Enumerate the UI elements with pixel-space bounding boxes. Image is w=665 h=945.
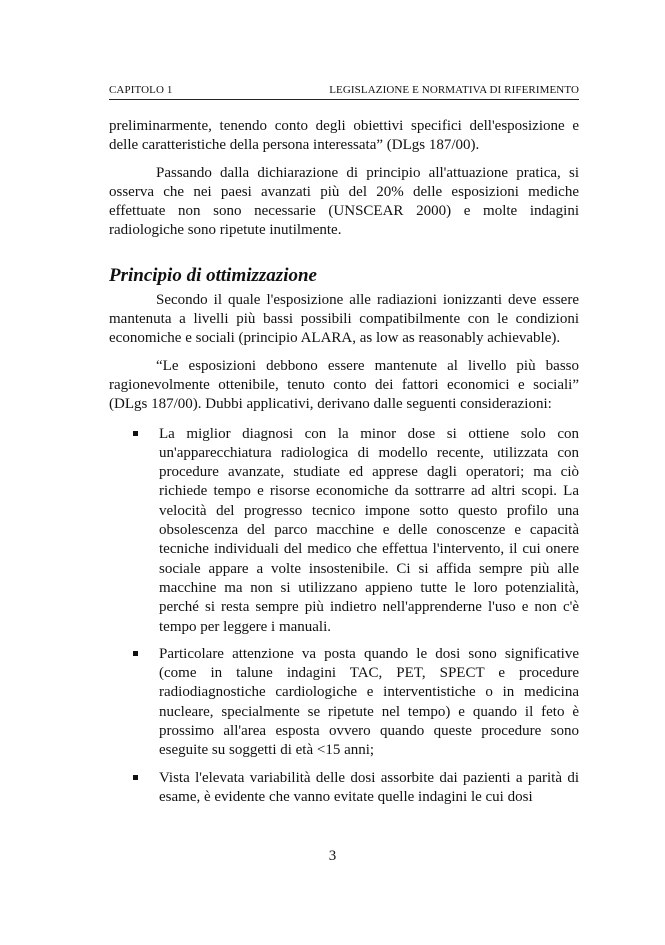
chapter-title: LEGISLAZIONE E NORMATIVA DI RIFERIMENTO	[329, 84, 579, 96]
section-heading: Principio di ottimizzazione	[109, 264, 317, 286]
paragraph-practice: Passando dalla dichiarazione di principio all'attuazione pratica, si osserva che nei paesi avanzati più del 20% delle esposizioni mediche effettuate non sono necessarie (UNSCEAR 2000) e molte indagini radiologiche sono ripetute inutilmente.	[109, 164, 579, 239]
running-header	[109, 84, 579, 96]
considerations-list	[109, 425, 579, 808]
chapter-label: CAPITOLO 1	[109, 84, 173, 96]
bullet-icon	[133, 431, 138, 436]
list-item	[109, 425, 579, 637]
header-rule	[109, 99, 579, 100]
list-item-text: La miglior diagnosi con la minor dose si ottiene solo con un'apparecchiatura radiologica di modello recente, utilizzata con procedure avanzate, studiate ed apprese dagli operatori; ma ciò richiede tempo e risorse economiche da sottrarre ad altri scopi. La velocità del progresso tecnico impone sotto questo profilo una obsolescenza del parco macchine e delle conoscenze e capacità tecniche individuali del medico che effettua l'intervento, il cui onere sociale appare a volte insostenibile. Ci si affida sempre più alle macchine ma non si utilizzano appieno tutte le loro potenzialità, perché si resta sempre più indietro nell'apprenderne l'uso e non c'è tempo per leggere i manuali.	[159, 425, 579, 635]
list-item-text: Particolare attenzione va posta quando le dosi sono significative (come in talune indagini TAC, PET, SPECT e procedure radiodiagnostiche cardiologiche e interventistiche o in medicina nucleare, specialmente se ripetute nel tempo) e quando il feto è prossimo all'area esposta ovvero quando queste procedure sono eseguite su soggetti di età <15 anni;	[159, 645, 579, 759]
list-item	[109, 645, 579, 761]
page-body	[109, 117, 579, 815]
bullet-icon	[133, 651, 138, 656]
list-item	[109, 769, 579, 808]
list-item-text: Vista l'elevata variabilità delle dosi assorbite dai pazienti a parità di esame, è evidente che vanno evitate quelle indagini le cui dosi	[159, 769, 579, 805]
paragraph-quote: “Le esposizioni debbono essere mantenute al livello più basso ragionevolmente ottenibile, tenuto conto dei fattori economici e sociali” (DLgs 187/00). Dubbi applicativi, derivano dalle seguenti considerazioni:	[109, 357, 579, 413]
paragraph-continuation: preliminarmente, tenendo conto degli obiettivi specifici dell'esposizione e delle caratteristiche della persona interessata” (DLgs 187/00).	[109, 118, 579, 154]
bullet-icon	[133, 775, 138, 780]
page-number: 3	[328, 848, 337, 864]
paragraph-alara: Secondo il quale l'esposizione alle radiazioni ionizzanti deve essere mantenuta a livelli più bassi possibili compatibilmente con le condizioni economiche e sociali (principio ALARA, as low as reasonably achievable).	[109, 291, 579, 347]
